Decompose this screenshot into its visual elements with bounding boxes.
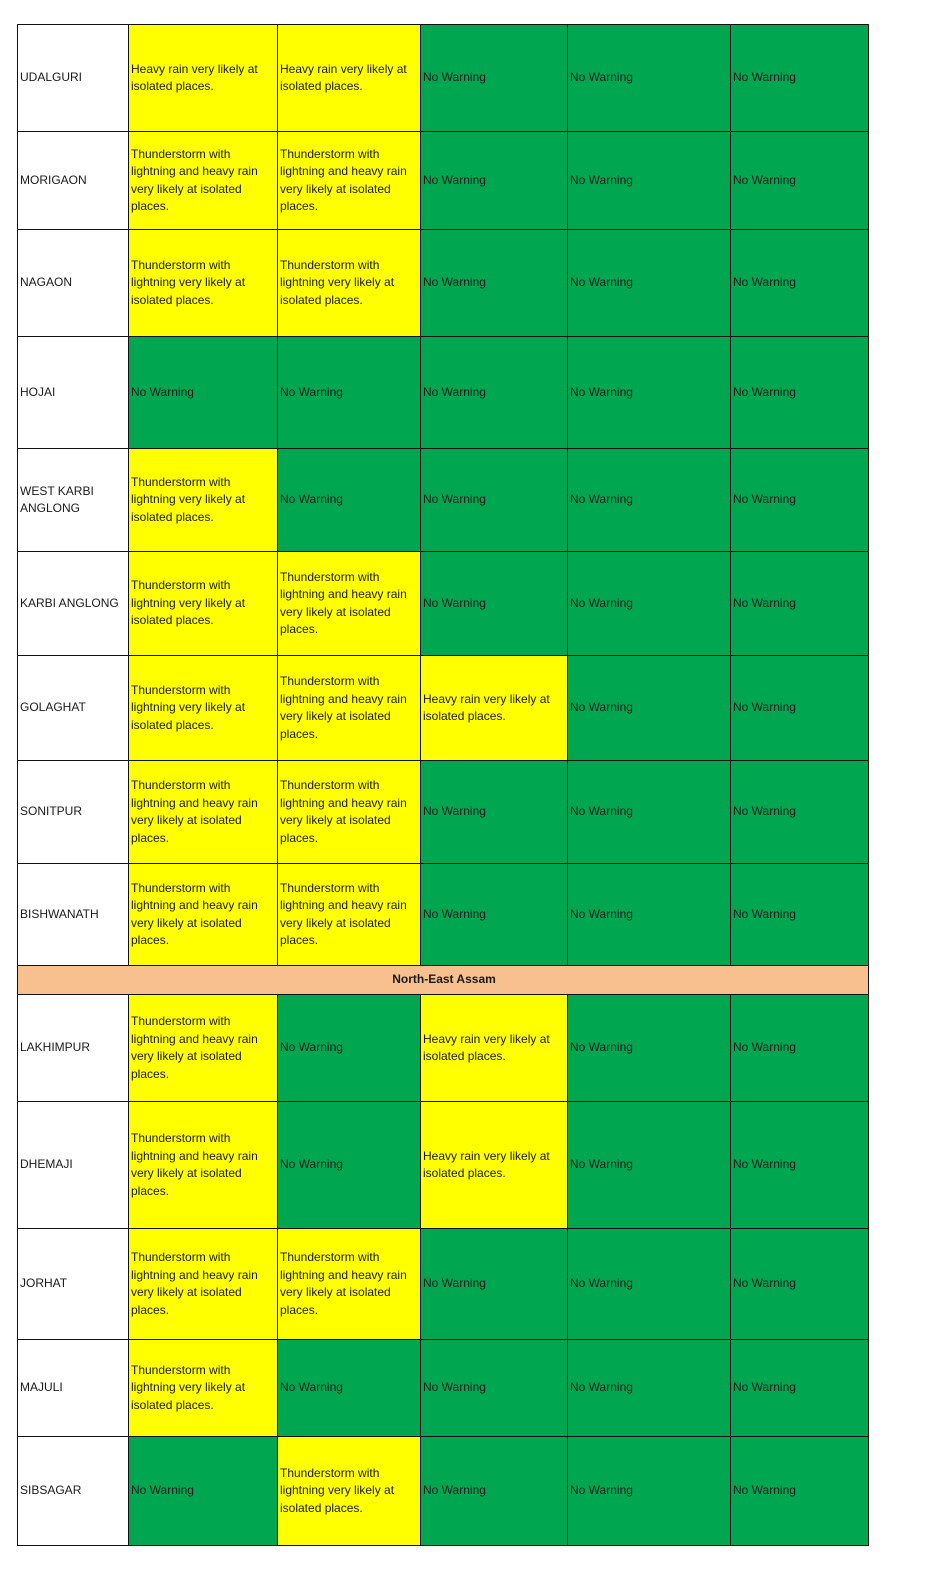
warning-cell-day-4: No Warning [568,656,731,761]
warning-cell-day-2: Heavy rain very likely at isolated places. [278,25,421,132]
warning-cell-day-3: No Warning [421,337,568,449]
district-name: SONITPUR [18,761,129,864]
district-name: WEST KARBI ANGLONG [18,449,129,552]
warning-cell-day-3: No Warning [421,552,568,656]
warning-cell-day-3: No Warning [421,25,568,132]
warning-cell-day-2: No Warning [278,1340,421,1437]
district-name: DHEMAJI [18,1102,129,1229]
warning-cell-day-3: No Warning [421,449,568,552]
warning-cell-day-1: Thunderstorm with lightning and heavy rain very likely at isolated places. [129,1102,278,1229]
district-warning-table [17,24,869,1546]
warning-cell-day-4: No Warning [568,132,731,230]
warning-cell-day-4: No Warning [568,761,731,864]
warning-cell-day-5: No Warning [731,132,869,230]
district-name: MAJULI [18,1340,129,1437]
table-row [18,761,869,864]
district-name: UDALGURI [18,25,129,132]
warning-cell-day-2: No Warning [278,337,421,449]
warning-table-body [18,25,869,1546]
warning-cell-day-3: No Warning [421,132,568,230]
table-row [18,1340,869,1437]
warning-cell-day-2: Thunderstorm with lightning and heavy rain very likely at isolated places. [278,656,421,761]
warning-cell-day-4: No Warning [568,995,731,1102]
warning-cell-day-1: Thunderstorm with lightning very likely at isolated places. [129,230,278,337]
table-row [18,25,869,132]
district-name: GOLAGHAT [18,656,129,761]
table-row [18,1437,869,1546]
warning-cell-day-4: No Warning [568,552,731,656]
table-row [18,864,869,966]
warning-cell-day-2: Thunderstorm with lightning and heavy rain very likely at isolated places. [278,132,421,230]
warning-cell-day-3: Heavy rain very likely at isolated places. [421,995,568,1102]
warning-cell-day-3: Heavy rain very likely at isolated places. [421,1102,568,1229]
warning-cell-day-5: No Warning [731,25,869,132]
table-row [18,1102,869,1229]
warning-cell-day-5: No Warning [731,449,869,552]
warning-cell-day-5: No Warning [731,1102,869,1229]
warning-cell-day-3: No Warning [421,1229,568,1340]
warning-cell-day-2: No Warning [278,449,421,552]
warning-cell-day-1: Thunderstorm with lightning very likely at isolated places. [129,656,278,761]
warning-cell-day-1: Thunderstorm with lightning very likely at isolated places. [129,449,278,552]
warning-cell-day-4: No Warning [568,1102,731,1229]
district-name: HOJAI [18,337,129,449]
warning-cell-day-2: No Warning [278,1102,421,1229]
warning-cell-day-1: Thunderstorm with lightning and heavy rain very likely at isolated places. [129,995,278,1102]
warning-cell-day-4: No Warning [568,230,731,337]
warning-cell-day-5: No Warning [731,1437,869,1546]
warning-cell-day-1: Thunderstorm with lightning and heavy rain very likely at isolated places. [129,761,278,864]
warning-cell-day-4: No Warning [568,1437,731,1546]
warning-cell-day-1: Thunderstorm with lightning very likely at isolated places. [129,1340,278,1437]
warning-cell-day-2: Thunderstorm with lightning and heavy rain very likely at isolated places. [278,864,421,966]
table-row [18,449,869,552]
section-row [18,966,869,995]
table-row [18,337,869,449]
warning-cell-day-4: No Warning [568,864,731,966]
warning-cell-day-5: No Warning [731,761,869,864]
table-row [18,656,869,761]
warning-cell-day-1: Thunderstorm with lightning and heavy rain very likely at isolated places. [129,1229,278,1340]
warning-cell-day-2: No Warning [278,995,421,1102]
warning-cell-day-1: No Warning [129,337,278,449]
warning-cell-day-2: Thunderstorm with lightning very likely at isolated places. [278,1437,421,1546]
table-row [18,552,869,656]
district-name: SIBSAGAR [18,1437,129,1546]
warning-cell-day-5: No Warning [731,864,869,966]
warning-cell-day-1: Heavy rain very likely at isolated places. [129,25,278,132]
district-name: NAGAON [18,230,129,337]
table-row [18,132,869,230]
warning-cell-day-4: No Warning [568,25,731,132]
table-row [18,1229,869,1340]
warning-cell-day-4: No Warning [568,1229,731,1340]
district-name: JORHAT [18,1229,129,1340]
table-row [18,995,869,1102]
warning-cell-day-2: Thunderstorm with lightning and heavy rain very likely at isolated places. [278,1229,421,1340]
warning-cell-day-3: No Warning [421,1340,568,1437]
warning-cell-day-3: No Warning [421,761,568,864]
warning-cell-day-2: Thunderstorm with lightning very likely at isolated places. [278,230,421,337]
warning-cell-day-4: No Warning [568,1340,731,1437]
warning-cell-day-5: No Warning [731,552,869,656]
district-name: LAKHIMPUR [18,995,129,1102]
warning-cell-day-1: No Warning [129,1437,278,1546]
table-row [18,230,869,337]
warning-cell-day-3: No Warning [421,230,568,337]
district-name: BISHWANATH [18,864,129,966]
section-title: North-East Assam [18,966,869,995]
warning-cell-day-5: No Warning [731,230,869,337]
warning-cell-day-5: No Warning [731,656,869,761]
district-name: KARBI ANGLONG [18,552,129,656]
warning-cell-day-4: No Warning [568,337,731,449]
warning-cell-day-1: Thunderstorm with lightning very likely at isolated places. [129,552,278,656]
district-name: MORIGAON [18,132,129,230]
warning-cell-day-5: No Warning [731,1229,869,1340]
warning-cell-day-4: No Warning [568,449,731,552]
warning-cell-day-1: Thunderstorm with lightning and heavy rain very likely at isolated places. [129,864,278,966]
warning-cell-day-5: No Warning [731,337,869,449]
warning-cell-day-5: No Warning [731,1340,869,1437]
warning-cell-day-3: No Warning [421,1437,568,1546]
warning-cell-day-5: No Warning [731,995,869,1102]
warning-cell-day-1: Thunderstorm with lightning and heavy rain very likely at isolated places. [129,132,278,230]
warning-cell-day-3: Heavy rain very likely at isolated places. [421,656,568,761]
warning-cell-day-2: Thunderstorm with lightning and heavy rain very likely at isolated places. [278,552,421,656]
warning-cell-day-3: No Warning [421,864,568,966]
warning-cell-day-2: Thunderstorm with lightning and heavy rain very likely at isolated places. [278,761,421,864]
